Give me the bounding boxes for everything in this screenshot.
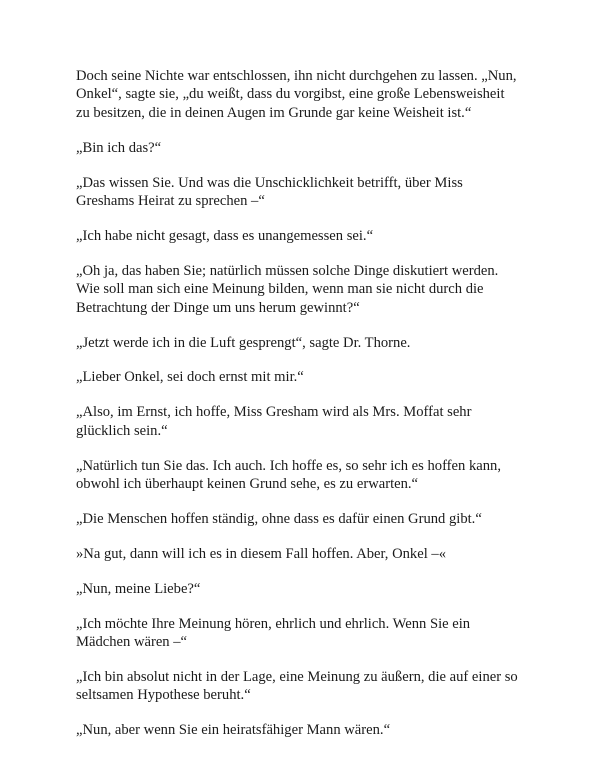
document-body [76, 67, 536, 756]
paragraph-12: „Nun, meine Liebe?“ [76, 580, 201, 597]
paragraph-7: „Lieber Onkel, sei doch ernst mit mir.“ [76, 369, 304, 386]
paragraph-9: „Natürlich tun Sie das. Ich auch. Ich hoffe es, so sehr ich es hoffen kann, obwohl ich überhaupt keinen Grund sehe, es zu erwarten.“ [76, 457, 501, 493]
paragraph-3: „Das wissen Sie. Und was die Unschicklichkeit betrifft, über Miss Greshams Heirat zu sprechen –“ [76, 174, 463, 210]
paragraph-11: »Na gut, dann will ich es in diesem Fall hoffen. Aber, Onkel –« [76, 545, 447, 562]
paragraph-10: „Die Menschen hoffen ständig, ohne dass es dafür einen Grund gibt.“ [76, 511, 482, 527]
paragraph-15: „Nun, aber wenn Sie ein heiratsfähiger Mann wären.“ [76, 722, 391, 739]
paragraph-8: „Also, im Ernst, ich hoffe, Miss Gresham wird als Mrs. Moffat sehr glücklich sein.“ [76, 404, 472, 439]
paragraph-4: „Ich habe nicht gesagt, dass es unangemessen sei.“ [76, 227, 374, 244]
paragraph-14: „Ich bin absolut nicht in der Lage, eine Meinung zu äußern, die auf einer so seltsamen Hypothese beruht.“ [76, 669, 518, 704]
paragraph-5: „Oh ja, das haben Sie; natürlich müssen solche Dinge diskutiert werden. Wie soll man sich eine Meinung bilden, wenn man sie nicht durch die Betrachtung der Dinge um uns herum gewinnt?“ [76, 262, 499, 316]
paragraph-13: „Ich möchte Ihre Meinung hören, ehrlich und ehrlich. Wenn Sie ein Mädchen wären –“ [76, 615, 471, 651]
paragraph-2: „Bin ich das?“ [76, 139, 162, 156]
paragraph-1: Doch seine Nichte war entschlossen, ihn nicht durchgehen zu lassen. „Nun, Onkel“, sagte sie, „du weißt, dass du vorgibst, eine große Lebensweisheit zu besitzen, die in deinen Augen im Grunde gar keine Weisheit ist.“ [76, 68, 517, 121]
paragraph-6: „Jetzt werde ich in die Luft gesprengt“, sagte Dr. Thorne. [76, 334, 411, 351]
